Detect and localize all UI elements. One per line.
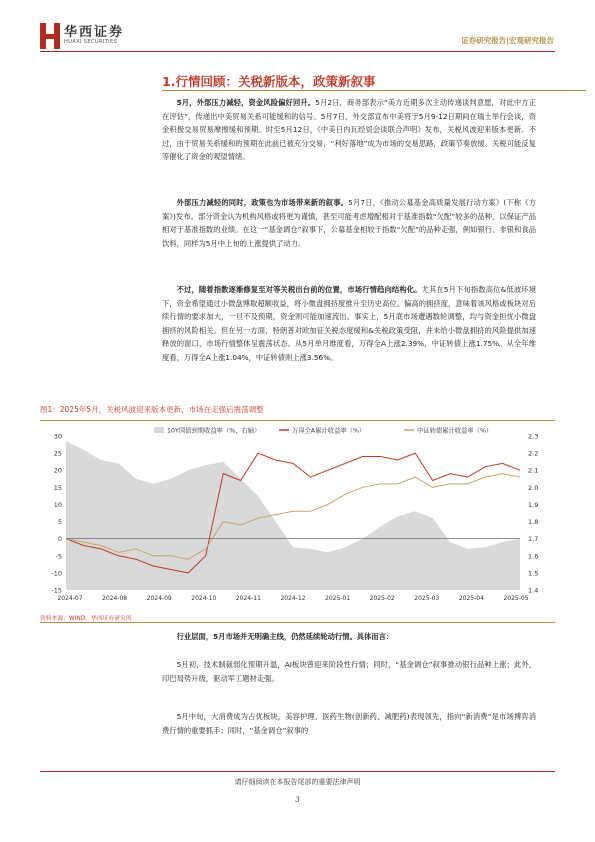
header-divider: [40, 51, 555, 52]
y-right-tick-label: 1.9: [528, 500, 539, 509]
source-divider: [40, 622, 555, 623]
paragraph-4: [162, 630, 536, 644]
x-tick-label: 2025-02: [369, 595, 395, 602]
y-right-tick-label: 1.5: [528, 569, 539, 578]
figure-divider: [40, 420, 555, 421]
paragraph-3-body: 尤其在5月下旬指数高位&低波环境下，资金希望通过小微盘博取超额收益，将小微盘拥挤度推升至历史高位。偏高的拥挤度，意味着该风格或板块对后续行情的要求加大，一旦不及预期，资金则可能加速流出。事实上，5月底市场遭遇数轮调整，均与资金担忧小微盘拥挤的风险相关。但在另一方面，特朗普对欧加征关税态度缓和&关税政策受阻，并未给小微盘拥挤的风险提供加速释放的窗口，市场行情整体呈震荡状态。从5月单月维度看，万得全A上涨2.39%，中证转债上涨1.75%。从全年维度看，万得全A上涨1.04%，中证转债则上涨3.56%。: [162, 285, 536, 362]
page-number: 3: [295, 796, 300, 804]
section-divider: [162, 90, 586, 91]
legend-label-1: 万得全A累计收益率（%）: [292, 427, 366, 435]
huaxi-logo-icon: [40, 23, 60, 49]
y-left-tick-label: -15: [51, 586, 62, 595]
y-left-tick-label: 0: [57, 535, 62, 544]
y-left-tick-label: 10: [53, 500, 62, 509]
paragraph-2: [162, 196, 536, 250]
figure-source: 资料来源：WIND，华西证券研究所: [40, 616, 132, 622]
x-tick-label: 2024-12: [280, 595, 306, 602]
paragraph-1-body: 5月2日，商务部表示“美方近期多次主动传递谈判意愿，对此中方正在评估”，传递出中美贸易关系可能缓和的信号。5月7日，外交部宣布中美将于5月9-12日期间在瑞士举行会谈，资金积极交易贸易摩擦缓和预期。时至5月12日，《中美日内瓦经贸会谈联合声明》发布，关税风波迎来版本更新。不过，由于贸易关系缓和的预期在此前已被充分交易，“利好落地”成为市场的交易思路，政策节奏放缓、关税可能反复等催化了资金的观望情绪。: [162, 98, 536, 162]
x-tick-label: 2025-03: [414, 595, 440, 602]
y-left-tick-label: -10: [51, 569, 62, 578]
x-tick-label: 2025-05: [503, 595, 529, 602]
y-right-tick-label: 1.7: [528, 535, 539, 544]
paragraph-6-body: 5月中旬，大消费成为占优板块，美容护理、医药生物(创新药、减肥药)表现领先，指向“新消费”是市场博弈消费行情的重要抓手；同时，“基金调仓”叙事的: [162, 712, 536, 735]
x-tick-label: 2024-10: [191, 595, 217, 602]
legend-swatch-0: [154, 427, 164, 433]
y-left-tick-label: 30: [53, 432, 62, 441]
paragraph-6: [162, 710, 536, 737]
x-tick-label: 2025-04: [458, 595, 484, 602]
y-left-tick-label: 15: [53, 483, 62, 492]
x-tick-label: 2024-08: [102, 595, 128, 602]
y-left-tick-label: 25: [53, 449, 62, 458]
paragraph-2-body: 5月7日，《推动公募基金高质量发展行动方案》(下称《方案》)发布。部分资金认为机构风格或将更为谨慎，甚至可能考虑增配相对于基准指数“欠配”较多的品种，以保证产品相对于基准指数的业绩。在这一“基金调仓”叙事下，公募基金相较于指数“欠配”的品种走强，例如银行、非银和食品饮料，同样为5月中上旬的上涨提供了动力。: [162, 198, 537, 248]
legend-label-0: 10Y国债到期收益率（%，右轴）: [167, 427, 261, 435]
line-chart: [40, 422, 555, 612]
y-right-tick-label: 2.0: [528, 483, 539, 492]
section-title: 1.行情回顾：关税新版本，政策新叙事: [162, 74, 376, 89]
y-right-tick-label: 2.2: [528, 449, 539, 458]
paragraph-1: [162, 96, 536, 164]
y-right-tick-label: 1.4: [528, 586, 539, 595]
legend-label-2: 中证转债累计收益率（%）: [417, 427, 493, 435]
report-type: 证券研究报告|宏观研究报告: [461, 36, 554, 45]
x-tick-label: 2024-09: [146, 595, 172, 602]
paragraph-3: [162, 283, 536, 365]
y-right-tick-label: 1.8: [528, 518, 539, 527]
brand-name-en: HUAXI SECURITIES: [64, 39, 118, 45]
paragraph-3-lead: 不过，随着指数逐渐修复至对等关税出台前的位置，市场行情趋向结构化。: [176, 285, 422, 294]
paragraph-5: [162, 658, 536, 685]
y-left-tick-label: 20: [53, 466, 62, 475]
brand-name-cn: 华西证券: [64, 25, 125, 40]
legal-notice: 请仔细阅读在本报告尾部的重要法律声明: [234, 778, 361, 786]
x-tick-label: 2025-01: [325, 595, 351, 602]
y-left-tick-label: 5: [57, 518, 62, 527]
paragraph-2-lead: 外部压力减轻的同时，政策也为市场带来新的叙事。: [176, 198, 349, 207]
paragraph-5-body: 5月初，技术制裁弱化预期升温，AI板块曾迎来阶段性行情；同时，“基金调仓”叙事推动银行品种上涨；此外，印巴局势升级，驱动军工题材走强。: [162, 660, 536, 683]
x-tick-label: 2024-11: [235, 595, 261, 602]
y-right-tick-label: 2.3: [528, 432, 539, 441]
page-header: [0, 0, 595, 56]
figure-title: 图1：2025年5月，关税风波迎来版本更新，市场在走强后震荡调整: [40, 405, 264, 414]
y-right-tick-label: 1.6: [528, 552, 539, 561]
y-right-tick-label: 2.1: [528, 466, 539, 475]
paragraph-4-lead: 行业层面，5月市场并无明确主线，仍然延续轮动行情。具体而言：: [176, 632, 394, 641]
footer-divider: [40, 771, 555, 772]
y-left-tick-label: -5: [55, 552, 62, 561]
paragraph-1-lead: 5月，外部压力减轻，资金风险偏好回升。: [176, 98, 316, 107]
x-tick-label: 2024-07: [57, 595, 83, 602]
